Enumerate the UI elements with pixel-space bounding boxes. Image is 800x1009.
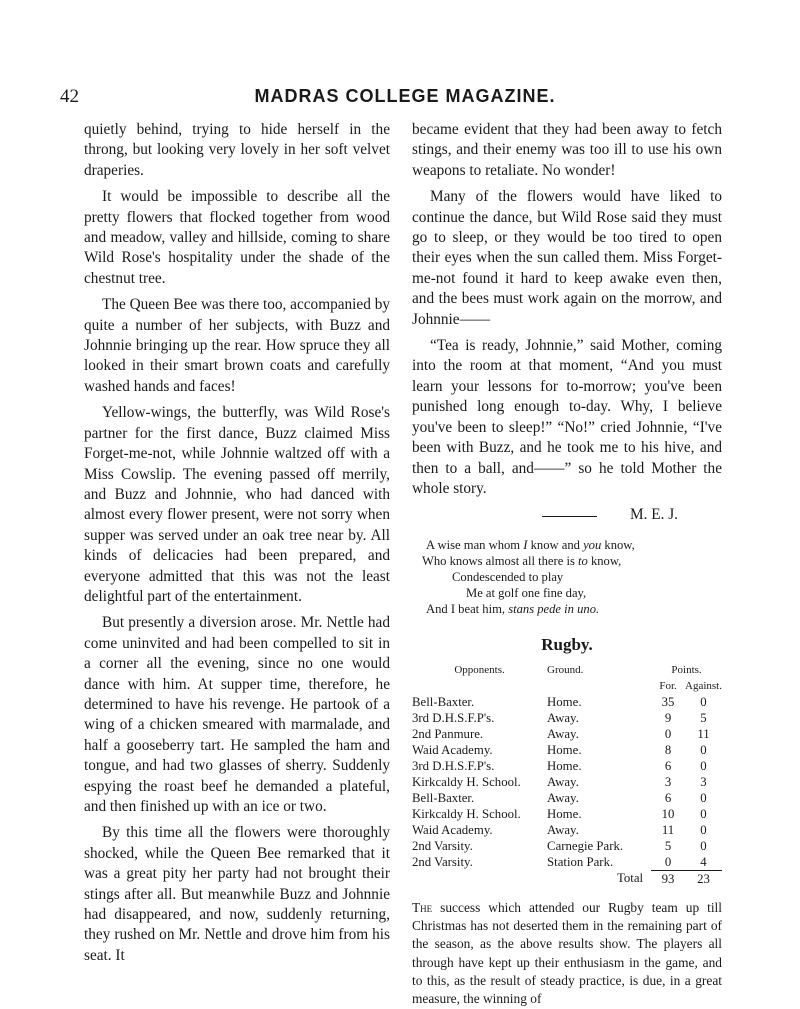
right-column — [412, 120, 722, 1009]
total-against: 23 — [685, 870, 722, 887]
col-header-ground: Ground. — [547, 663, 584, 676]
cell-ground: Home. — [547, 806, 582, 821]
cell-opponent: Kirkcaldy H. School. — [412, 806, 521, 821]
signature-rule — [542, 516, 597, 517]
cell-against: 0 — [700, 838, 707, 853]
summary-lead: The — [412, 899, 433, 915]
total-for: 93 — [651, 870, 685, 887]
page-number: 42 — [60, 86, 79, 107]
poem-line: A wise man whom I know and you know, — [426, 538, 635, 553]
cell-for: 5 — [664, 838, 672, 853]
table-row — [412, 758, 722, 774]
page-header — [60, 86, 750, 112]
table-body — [412, 694, 722, 871]
col-header-opponents: Opponents. — [454, 663, 505, 676]
table-row — [412, 726, 722, 742]
summary-text: success which attended our Rugby team up till Christmas has not deserted them in the remaining part of the season, as the above results show. The players all through have kept up their enthusiasm in the game, and to this, as the result of steady practice, is due, in a great measure, the winning of — [412, 899, 722, 1007]
cell-opponent: 3rd D.H.S.F.P's. — [412, 710, 495, 725]
cell-ground: Away. — [547, 774, 579, 789]
poem-line: And I beat him, stans pede in uno. — [426, 602, 600, 617]
cell-for: 0 — [664, 854, 672, 869]
cell-opponent: Bell-Baxter. — [412, 694, 475, 709]
cell-against: 0 — [700, 790, 707, 805]
cell-against: 0 — [700, 694, 707, 709]
cell-opponent: Waid Academy. — [412, 822, 493, 837]
cell-for: 10 — [661, 806, 675, 821]
table-row — [412, 710, 722, 726]
poem-line: Who knows almost all there is to know, — [422, 554, 622, 569]
poem — [412, 537, 722, 617]
cell-for: 6 — [664, 758, 672, 773]
cell-opponent: Bell-Baxter. — [412, 790, 475, 805]
cell-for: 11 — [661, 822, 675, 837]
poem-line: Condescended to play — [452, 570, 564, 585]
table-header-row — [412, 662, 722, 678]
cell-against: 0 — [700, 742, 707, 757]
story-paragraph: Yellow-wings, the butterfly, was Wild Rose's partner for the first dance, Buzz claimed Miss Forget-me-not, while Johnnie waltzed off with a Miss Cowslip. The evening passed off merrily, and Buzz and Johnnie, who had danced with almost every flower present, were not sorry when supper was served under an oak tree near by. All kinds of delicacies had been prepared, and everyone admitted that this was not the least delightful part of the entertainment. — [84, 404, 390, 605]
cell-against: 3 — [700, 774, 707, 789]
cell-against: 4 — [700, 854, 707, 869]
cell-ground: Away. — [547, 726, 579, 741]
story-paragraph: By this time all the flowers were thoroughly shocked, while the Queen Bee remarked that it was a great pity her party had not brought their stings after all. But meanwhile Buzz and Johnnie had disappeared, and now, suddenly returning, they rushed on Mr. Nettle and drove him from his seat. It — [84, 824, 390, 964]
total-label: Total — [616, 871, 644, 886]
cell-against: 0 — [700, 806, 707, 821]
cell-opponent: 3rd D.H.S.F.P's. — [412, 758, 495, 773]
table-row — [412, 806, 722, 822]
signature-row — [412, 505, 722, 527]
cell-opponent: 2nd Panmure. — [412, 726, 484, 741]
cell-ground: Away. — [547, 790, 579, 805]
cell-opponent: Waid Academy. — [412, 742, 493, 757]
cell-for: 9 — [664, 710, 672, 725]
table-row — [412, 838, 722, 854]
story-paragraph: It would be impossible to describe all the pretty flowers that flocked together from wood and meadow, valley and hillside, coming to share Wild Rose's hospitality under the shade of the chestnut tree. — [84, 188, 390, 287]
cell-ground: Home. — [547, 758, 582, 773]
story-paragraph: “Tea is ready, Johnnie,” said Mother, coming into the room at that moment, “And you must learn your lessons for to-morrow; you've been punished long enough to-day. Why, I believe you've been to sleep!” “No!” cried Johnnie, “I've been with Buzz, and he took me to his hive, and then to a ball, and——” so he told Mother the whole story. — [412, 337, 722, 497]
cell-ground: Home. — [547, 742, 582, 757]
col-header-points: Points. — [671, 663, 702, 676]
story-paragraph: Many of the flowers would have liked to continue the dance, but Wild Rose said they must go to sleep, or they would be too tired to open their eyes when the sun called them. Miss Forget-me-not found it hard to keep awake even then, and the bees must work again on the morrow, and Johnnie—— — [412, 188, 722, 328]
table-row — [412, 822, 722, 838]
cell-against: 0 — [700, 758, 707, 773]
story-paragraph: became evident that they had been away to fetch stings, and their enemy was too ill to use his own weapons to retaliate. No wonder! — [412, 121, 722, 179]
cell-ground: Away. — [547, 710, 579, 725]
cell-ground: Home. — [547, 694, 582, 709]
table-row — [412, 774, 722, 790]
poem-line: Me at golf one fine day, — [466, 586, 587, 601]
table-row — [412, 790, 722, 806]
cell-for: 3 — [664, 774, 672, 789]
table-row — [412, 854, 722, 871]
cell-ground: Away. — [547, 822, 579, 837]
table-subheader-row — [412, 678, 722, 694]
rugby-results-table — [412, 662, 722, 887]
left-column — [84, 120, 390, 972]
cell-opponent: 2nd Varsity. — [412, 838, 473, 853]
cell-for: 6 — [664, 790, 672, 805]
cell-ground: Carnegie Park. — [547, 838, 624, 853]
table-row — [412, 742, 722, 758]
cell-opponent: Kirkcaldy H. School. — [412, 774, 521, 789]
cell-against: 11 — [697, 726, 710, 741]
story-paragraph: The Queen Bee was there too, accompanied by quite a number of her subjects, with Buzz and Johnnie bringing up the rear. How spruce they all looked in their smart brown coats and carefully washed hands and faces! — [84, 296, 390, 395]
table-row — [412, 694, 722, 710]
col-header-for: For. — [659, 679, 677, 692]
col-header-against: Against. — [685, 679, 722, 692]
cell-ground: Station Park. — [547, 854, 614, 869]
story-paragraph: quietly behind, trying to hide herself in the throng, but looking very lovely in her soft velvet draperies. — [84, 121, 390, 179]
rugby-heading: Rugby. — [541, 635, 593, 655]
magazine-title: MADRAS COLLEGE MAGAZINE. — [254, 86, 556, 106]
cell-against: 0 — [700, 822, 707, 837]
total-row — [412, 870, 722, 887]
rugby-summary — [412, 899, 722, 1009]
cell-against: 5 — [700, 710, 707, 725]
author-signature: M. E. J. — [629, 506, 678, 524]
story-paragraph: But presently a diversion arose. Mr. Nettle had come uninvited and had been compelled to sit in a corner all the evening, since no one would dance with him. At supper time, therefore, he determined to have his revenge. He partook of a wing of a chicken smeared with marmalade, and half a gooseberry tart. He sampled the ham and tongue, and had two glasses of sherry. Suddenly espying the roast beef he demanded a plateful, and then finished up with an ice or two. — [84, 614, 390, 815]
cell-for: 0 — [664, 726, 672, 741]
cell-for: 35 — [661, 694, 675, 709]
cell-opponent: 2nd Varsity. — [412, 854, 473, 869]
cell-for: 8 — [664, 742, 672, 757]
